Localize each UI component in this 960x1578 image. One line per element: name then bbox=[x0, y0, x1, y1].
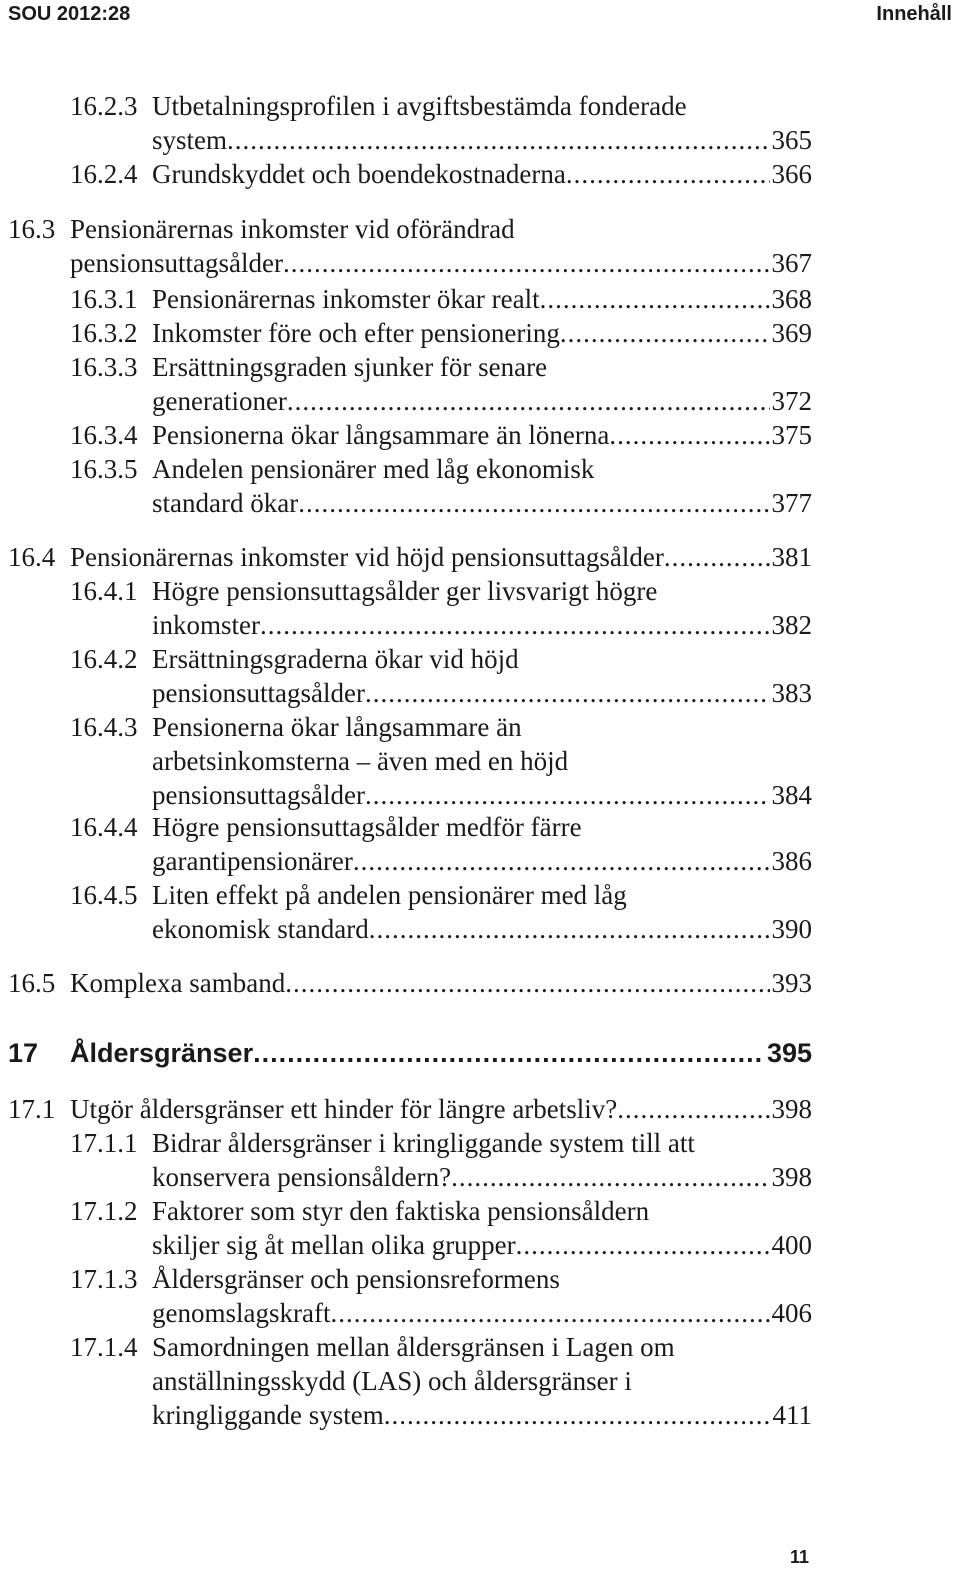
toc-entry-title: pensionsuttagsålder bbox=[152, 678, 365, 708]
toc-entry-title: Komplexa samband bbox=[70, 968, 286, 998]
toc-leader-dots bbox=[451, 1160, 769, 1194]
toc-page-number: 411 bbox=[772, 1400, 812, 1430]
toc-leader-dots bbox=[365, 676, 770, 710]
toc-entry-title: pensionsuttagsålder bbox=[152, 780, 365, 810]
toc-leader-dots bbox=[384, 1398, 771, 1432]
toc-entry-number: 16.3.1 bbox=[70, 284, 138, 314]
toc-entry-number: 16.3.3 bbox=[70, 352, 138, 382]
toc-leader-dots bbox=[617, 1092, 769, 1126]
toc-entry-title: kringliggande system bbox=[152, 1400, 384, 1430]
toc-leader-dots bbox=[365, 778, 770, 812]
toc-entry-title: Pensionärernas inkomster vid oförändrad bbox=[70, 214, 515, 244]
toc-entry-number: 17.1.4 bbox=[70, 1332, 138, 1362]
toc-entry-title: Samordningen mellan åldersgränsen i Lagen om bbox=[152, 1332, 675, 1362]
toc-entry-number: 17.1 bbox=[8, 1094, 56, 1124]
toc-entry-number: 16.4.2 bbox=[70, 644, 138, 674]
toc-entry-number: 17.1.2 bbox=[70, 1196, 138, 1226]
toc-entry-title: generationer bbox=[152, 386, 287, 416]
toc-entry-title: garantipensionärer bbox=[152, 846, 353, 876]
toc-entry-title: Högre pensionsuttagsålder medför färre bbox=[152, 812, 582, 842]
toc-entry-title: Åldersgränser och pensionsreformens bbox=[152, 1264, 560, 1294]
toc-entry-title: Liten effekt på andelen pensionärer med låg bbox=[152, 880, 627, 910]
toc-page-number: 390 bbox=[771, 914, 812, 944]
toc-page-number: 366 bbox=[771, 159, 812, 189]
toc-leader-dots bbox=[287, 384, 770, 418]
toc-page-number: 375 bbox=[771, 420, 812, 450]
toc-entry-title: Bidrar åldersgränser i kringliggande system till att bbox=[152, 1128, 695, 1158]
toc-entry-title: standard ökar bbox=[152, 488, 299, 518]
toc-entry-title: inkomster bbox=[152, 610, 260, 640]
toc-page-number: 400 bbox=[771, 1230, 812, 1260]
toc-entry-title: Faktorer som styr den faktiska pensionsåldern bbox=[152, 1196, 650, 1226]
toc-leader-dots bbox=[540, 282, 770, 316]
toc-entry-number: 17.1.3 bbox=[70, 1264, 138, 1294]
toc-leader-dots bbox=[566, 157, 770, 191]
toc-entry-title: Ersättningsgraderna ökar vid höjd bbox=[152, 644, 519, 674]
toc-entry-number: 16.3.2 bbox=[70, 318, 138, 348]
toc-leader-dots bbox=[609, 418, 769, 452]
toc-entry-title: Utbetalningsprofilen i avgiftsbestämda fonderade bbox=[152, 91, 687, 121]
toc-leader-dots bbox=[369, 912, 770, 946]
toc-entry-title: Åldersgränser bbox=[70, 1038, 254, 1068]
toc-entry-title: Pensionerna ökar långsammare än bbox=[152, 712, 522, 742]
toc-leader-dots bbox=[253, 1036, 765, 1070]
toc-leader-dots bbox=[664, 540, 770, 574]
toc-page-number: 398 bbox=[771, 1162, 812, 1192]
toc-entry-title: Pensionerna ökar långsammare än lönerna bbox=[152, 420, 610, 450]
toc-entry-title: pensionsuttagsålder bbox=[70, 248, 283, 278]
toc-leader-dots bbox=[353, 844, 770, 878]
toc-page-number: 365 bbox=[771, 125, 812, 155]
toc-page-number: 381 bbox=[771, 542, 812, 572]
toc-leader-dots bbox=[298, 486, 769, 520]
section-title: Innehåll bbox=[876, 3, 952, 25]
toc-leader-dots bbox=[560, 316, 770, 350]
toc-entry-number: 16.4.4 bbox=[70, 812, 138, 842]
toc-page-number: 369 bbox=[771, 318, 812, 348]
toc-leader-dots bbox=[330, 1296, 769, 1330]
toc-leader-dots bbox=[285, 966, 769, 1000]
toc-entry-number: 16.2.3 bbox=[70, 91, 138, 121]
toc-entry-number: 17 bbox=[8, 1038, 39, 1068]
toc-page-number: 382 bbox=[771, 610, 812, 640]
toc-entry-number: 16.5 bbox=[8, 968, 56, 998]
toc-entry-title: Ersättningsgraden sjunker för senare bbox=[152, 352, 548, 382]
toc-entry-number: 16.4.5 bbox=[70, 880, 138, 910]
toc-entry-number: 16.3.5 bbox=[70, 454, 138, 484]
toc-entry-number: 16.4 bbox=[8, 542, 56, 572]
toc-page-number: 368 bbox=[771, 284, 812, 314]
toc-entry-title: Pensionärernas inkomster ökar realt bbox=[152, 284, 540, 314]
toc-leader-dots bbox=[283, 246, 770, 280]
toc-entry-title: Högre pensionsuttagsålder ger livsvarigt högre bbox=[152, 576, 658, 606]
toc-entry-number: 16.4.1 bbox=[70, 576, 138, 606]
toc-entry-title: system bbox=[152, 125, 228, 155]
toc-page-number: 367 bbox=[771, 248, 812, 278]
toc-entry-title: anställningsskydd (LAS) och åldersgränser i bbox=[152, 1366, 632, 1396]
toc-entry-title: Inkomster före och efter pensionering bbox=[152, 318, 560, 348]
toc-entry-title: skiljer sig åt mellan olika grupper bbox=[152, 1230, 516, 1260]
toc-page-number: 383 bbox=[771, 678, 812, 708]
toc-page-number: 398 bbox=[771, 1094, 812, 1124]
toc-entry-number: 16.3.4 bbox=[70, 420, 138, 450]
toc-entry-title: ekonomisk standard bbox=[152, 914, 369, 944]
toc-leader-dots bbox=[516, 1228, 770, 1262]
toc-entry-title: Utgör åldersgränser ett hinder för längre arbetsliv? bbox=[70, 1094, 618, 1124]
toc-leader-dots bbox=[227, 123, 769, 157]
toc-entry-title: Grundskyddet och boendekostnaderna bbox=[152, 159, 566, 189]
toc-page-number: 406 bbox=[771, 1298, 812, 1328]
document-id: SOU 2012:28 bbox=[8, 3, 131, 25]
toc-page-number: 393 bbox=[771, 968, 812, 998]
toc-page-number: 384 bbox=[771, 780, 812, 810]
toc-entry-title: genomslagskraft bbox=[152, 1298, 331, 1328]
toc-entry-title: Pensionärernas inkomster vid höjd pensionsuttagsålder bbox=[70, 542, 664, 572]
toc-entry-title: konservera pensionsåldern? bbox=[152, 1162, 452, 1192]
toc-leader-dots bbox=[260, 608, 770, 642]
toc-entry-title: Andelen pensionärer med låg ekonomisk bbox=[152, 454, 595, 484]
toc-page-number: 395 bbox=[766, 1038, 812, 1068]
toc-entry-title: arbetsinkomsterna – även med en höjd bbox=[152, 746, 569, 776]
page-number: 11 bbox=[790, 1547, 810, 1567]
toc-entry-number: 16.3 bbox=[8, 214, 56, 244]
toc-entry-number: 16.4.3 bbox=[70, 712, 138, 742]
toc-entry-number: 17.1.1 bbox=[70, 1128, 138, 1158]
toc-page-number: 372 bbox=[771, 386, 812, 416]
toc-page-number: 386 bbox=[771, 846, 812, 876]
toc-page-number: 377 bbox=[771, 488, 812, 518]
toc-entry-number: 16.2.4 bbox=[70, 159, 138, 189]
